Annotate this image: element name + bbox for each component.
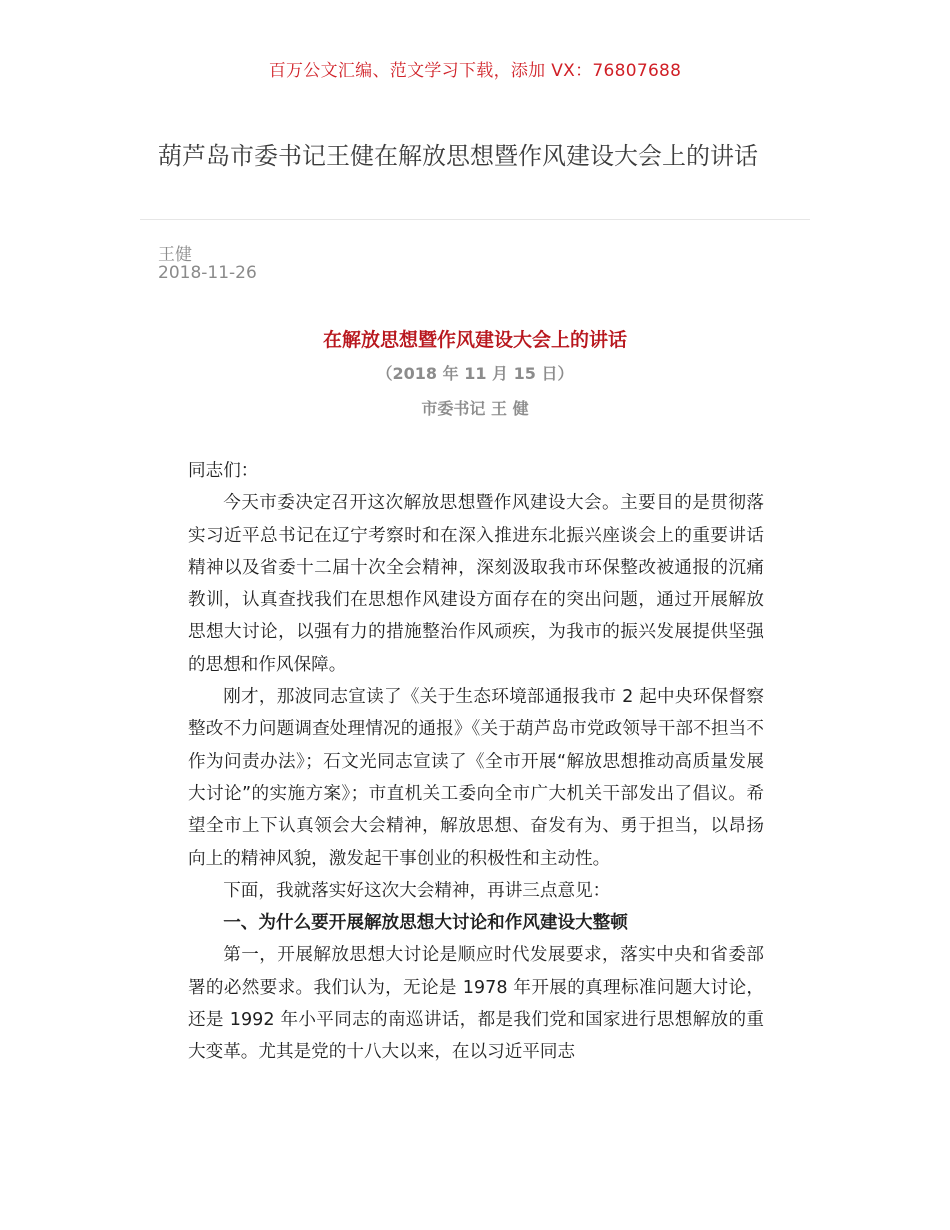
article-author: 王健 [158,245,192,265]
speech-heading: 在解放思想暨作风建设大会上的讲话 [322,329,627,351]
salutation: 同志们： [188,461,259,481]
paragraph-documents: 刚才，那波同志宣读了《关于生态环境部通报我市 2 起中央环保督察整改不力问题调查处理情况的通报》《关于葫芦岛市党政领导干部不担当不作为问责办法》；石文光同志宣读了《全市开展“解放思想推动高质量发展大讨论”的实施方案》；市直机关工委向全市广大机关干部发出了倡议。希望全市上下认真领会大会精神，解放思想、奋发有为、勇于担当，以昂扬向上的精神风貌，激发起干事创业的积极性和主动性。 [188,687,764,869]
title-divider [140,219,810,220]
section-heading-1: 一、为什么要开展解放思想大讨论和作风建设大整顿 [223,913,628,934]
article-title: 葫芦岛市委书记王健在解放思想暨作风建设大会上的讲话 [158,142,758,170]
paragraph-first-point: 第一，开展解放思想大讨论是顺应时代发展要求，落实中央和省委部署的必然要求。我们认为，无论是 1978 年开展的真理标准问题大讨论，还是 1992 年小平同志的南巡讲话，都是我们党和国家进行思想解放的重大变革。尤其是党的十八大以来，在以习近平同志 [188,945,764,1063]
speech-body [188,455,764,1069]
speech-speaker: 市委书记 王 健 [421,399,529,418]
paragraph-transition: 下面，我就落实好这次大会精神，再讲三点意见： [223,880,611,901]
article-date: 2018-11-26 [158,263,257,283]
promo-banner: 百万公文汇编、范文学习下载，添加 VX：76807688 [268,61,682,81]
paragraph-opening: 今天市委决定召开这次解放思想暨作风建设大会。主要目的是贯彻落实习近平总书记在辽宁考察时和在深入推进东北振兴座谈会上的重要讲话精神以及省委十二届十次全会精神，深刻汲取我市环保整改被通报的沉痛教训，认真查找我们在思想作风建设方面存在的突出问题，通过开展解放思想大讨论，以强有力的措施整治作风顽疾，为我市的振兴发展提供坚强的思想和作风保障。 [188,493,764,675]
speech-date: （2018 年 11 月 15 日） [376,364,574,383]
